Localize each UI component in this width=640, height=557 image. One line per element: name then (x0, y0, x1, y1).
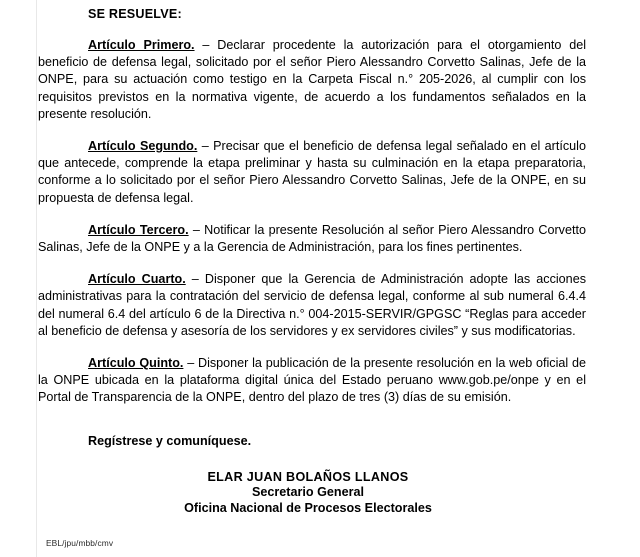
article-cuarto-dash: – (185, 272, 205, 287)
article-segundo-dash: – (197, 139, 214, 154)
article-cuarto-body: Disponer que la Gerencia de Administración adopte las acciones administrativas para la contratación del servicio de defensa legal, conforme al sub numeral 6.4.4 del numeral 6.4 del artículo 6 de la Directiva n.° 004-2015-SERVIR/GPGSC “Reglas para acceder al beneficio de defensa y asesoría de los servidores y ex servidores civiles” y sus modificatorias. (38, 272, 586, 338)
article-cuarto (38, 271, 586, 340)
article-primero (38, 37, 586, 123)
signature-block (38, 470, 586, 517)
footer-reference-code: EBL/jpu/mbb/cmv (46, 538, 114, 548)
article-primero-body: Declarar procedente la autorización para el otorgamiento del beneficio de defensa legal, solicitado por el señor Piero Alessandro Corvetto Salinas, Jefe de la ONPE, para su actuación como testigo en la Carpeta Fiscal n.° 205-2026, al cumplir con los requisitos previstos en la normativa vigente, de acuerdo a los fundamentos señalados en la presente resolución. (38, 38, 586, 121)
page-edge-line (36, 0, 37, 557)
article-segundo (38, 138, 586, 207)
article-primero-dash: – (194, 38, 218, 52)
article-segundo-label: Artículo Segundo. (88, 139, 198, 154)
article-tercero (38, 222, 586, 256)
article-segundo-body: Precisar que el beneficio de defensa legal señalado en el artículo que antecede, comprende la etapa preliminar y hasta su culminación en la etapa preparatoria, conforme a lo solicitado por el señor Piero Alessandro Corvetto Salinas, Jefe de la ONPE, en su propuesta de defensa legal. (38, 139, 586, 205)
article-quinto-body: Disponer la publicación de la presente resolución en la web oficial de la ONPE ubicada en la plataforma digital única del Estado peruano www.gob.pe/onpe y en el Portal de Transparencia de la ONPE, dentro del plazo de tres (3) días de su emisión. (38, 356, 586, 405)
closing-statement: Regístrese y comuníquese. (88, 433, 252, 448)
article-primero-label: Artículo Primero. (88, 38, 195, 52)
document-content (38, 0, 586, 557)
section-heading-se-resuelve: SE RESUELVE: (88, 7, 182, 21)
article-tercero-label: Artículo Tercero. (88, 222, 189, 237)
signatory-organization: Oficina Nacional de Procesos Electorales (184, 500, 432, 515)
signatory-title: Secretario General (251, 485, 364, 500)
signatory-name: ELAR JUAN BOLAÑOS LLANOS (207, 469, 409, 484)
article-tercero-dash: – (188, 222, 205, 237)
article-cuarto-label: Artículo Cuarto. (88, 272, 186, 287)
article-quinto-dash: – (183, 356, 198, 371)
article-quinto-label: Artículo Quinto. (88, 356, 184, 371)
article-tercero-body: Notificar la presente Resolución al señor Piero Alessandro Corvetto Salinas, Jefe de la ONPE y a la Gerencia de Administración, para los fines pertinentes. (38, 222, 586, 255)
article-quinto (38, 355, 586, 407)
